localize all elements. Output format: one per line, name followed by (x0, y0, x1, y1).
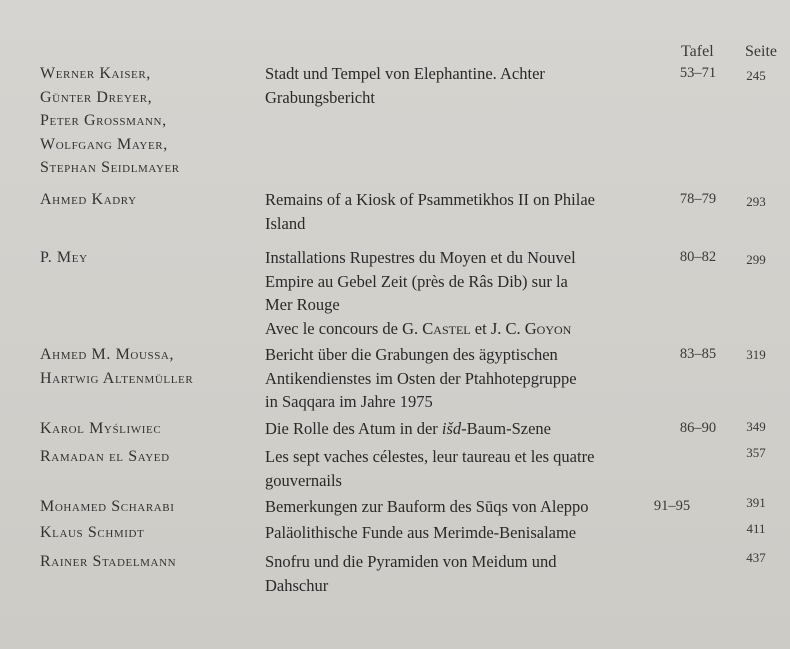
entry-title (265, 550, 660, 597)
title-line: Mer Rouge (265, 295, 340, 314)
page-number: 299 (746, 252, 766, 267)
tafel-range: 78–79 (679, 191, 717, 207)
title-text: -Baum-Szene (461, 419, 551, 438)
author-name: P. Mey (40, 249, 88, 266)
entry-authors (40, 521, 255, 545)
entry-title (265, 417, 660, 441)
entry-title (265, 343, 660, 414)
title-italic-term: išd (441, 419, 462, 438)
collaborator-note (265, 317, 660, 341)
author-name: Stephan Seidlmayer (40, 159, 180, 176)
entry-title (265, 521, 660, 545)
page-number: 319 (746, 347, 766, 362)
title-line: Remains of a Kiosk of Psammetikhos II on Philae (265, 190, 595, 209)
title-line: Grabungsbericht (265, 87, 375, 107)
entry-title (265, 246, 660, 340)
page-number: 245 (746, 68, 766, 83)
author-name: Rainer Stadelmann (40, 553, 177, 570)
page-number: 437 (746, 550, 766, 565)
entry-title (265, 62, 660, 109)
title-line: Snofru und die Pyramiden von Meidum und (265, 552, 557, 571)
tafel-range: 80–82 (679, 249, 717, 265)
title-line: Empire au Gebel Zeit (près de Râs Dib) sur la (265, 271, 568, 291)
title-text: Die Rolle des Atum in der (265, 419, 442, 438)
page-number: 391 (746, 495, 766, 510)
author-name: Werner Kaiser, (40, 65, 151, 82)
entry-authors (40, 495, 255, 519)
title-line: Bemerkungen zur Bauform des Sūqs von Aleppo (265, 497, 589, 516)
entry-title (265, 495, 660, 519)
entry-title (265, 188, 660, 235)
author-name: Ahmed Kadry (40, 191, 137, 208)
entry-authors (40, 62, 255, 180)
author-name: Karol Myśliwiec (40, 420, 162, 437)
column-header-seite: Seite (745, 43, 777, 60)
column-header-tafel: Tafel (681, 43, 714, 60)
author-name: Peter Grossmann, (40, 112, 167, 129)
note-prefix: Avec le concours de (265, 318, 403, 338)
collaborator-name: G. Castel (402, 318, 471, 338)
title-line (265, 417, 660, 441)
entry-authors (40, 417, 255, 441)
author-name: Ahmed M. Moussa, (40, 346, 175, 363)
page-number: 357 (746, 445, 766, 460)
page-number: 293 (746, 194, 766, 209)
title-line: Les sept vaches célestes, leur taureau et les quatre (265, 447, 595, 466)
title-line: Paläolithische Funde aus Merimde-Benisalame (265, 523, 577, 542)
page-number: 349 (746, 419, 766, 434)
title-line: Island (265, 213, 306, 233)
author-name: Klaus Schmidt (40, 524, 145, 541)
entry-title (265, 445, 660, 492)
note-conjunction: et (470, 318, 491, 338)
tafel-range: 86–90 (679, 420, 717, 436)
entry-authors (40, 550, 255, 574)
author-name: Mohamed Scharabi (40, 498, 175, 515)
author-name: Wolfgang Mayer, (40, 135, 168, 153)
entry-authors (40, 343, 255, 390)
author-name: Ramadan el Sayed (40, 448, 170, 465)
author-name: Günter Dreyer, (40, 88, 153, 106)
entry-authors (40, 246, 255, 270)
tafel-range: 83–85 (679, 346, 717, 362)
title-line: Installations Rupestres du Moyen et du Nouvel (265, 248, 576, 267)
title-line: Stadt und Tempel von Elephantine. Achter (265, 64, 545, 83)
title-line: Antikendienstes im Osten der Ptahhotepgruppe (265, 368, 577, 388)
title-line: Bericht über die Grabungen des ägyptischen (265, 345, 558, 364)
entry-authors (40, 188, 255, 212)
title-line: gouvernails (265, 470, 342, 490)
entry-authors (40, 445, 255, 469)
title-line: in Saqqara im Jahre 1975 (265, 392, 433, 411)
author-name: Hartwig Altenmüller (40, 369, 194, 387)
tafel-range: 91–95 (653, 498, 691, 514)
title-line: Dahschur (265, 575, 329, 595)
tafel-range: 53–71 (679, 65, 717, 81)
page-number: 411 (746, 521, 766, 536)
collaborator-name: J. C. Goyon (490, 318, 572, 338)
